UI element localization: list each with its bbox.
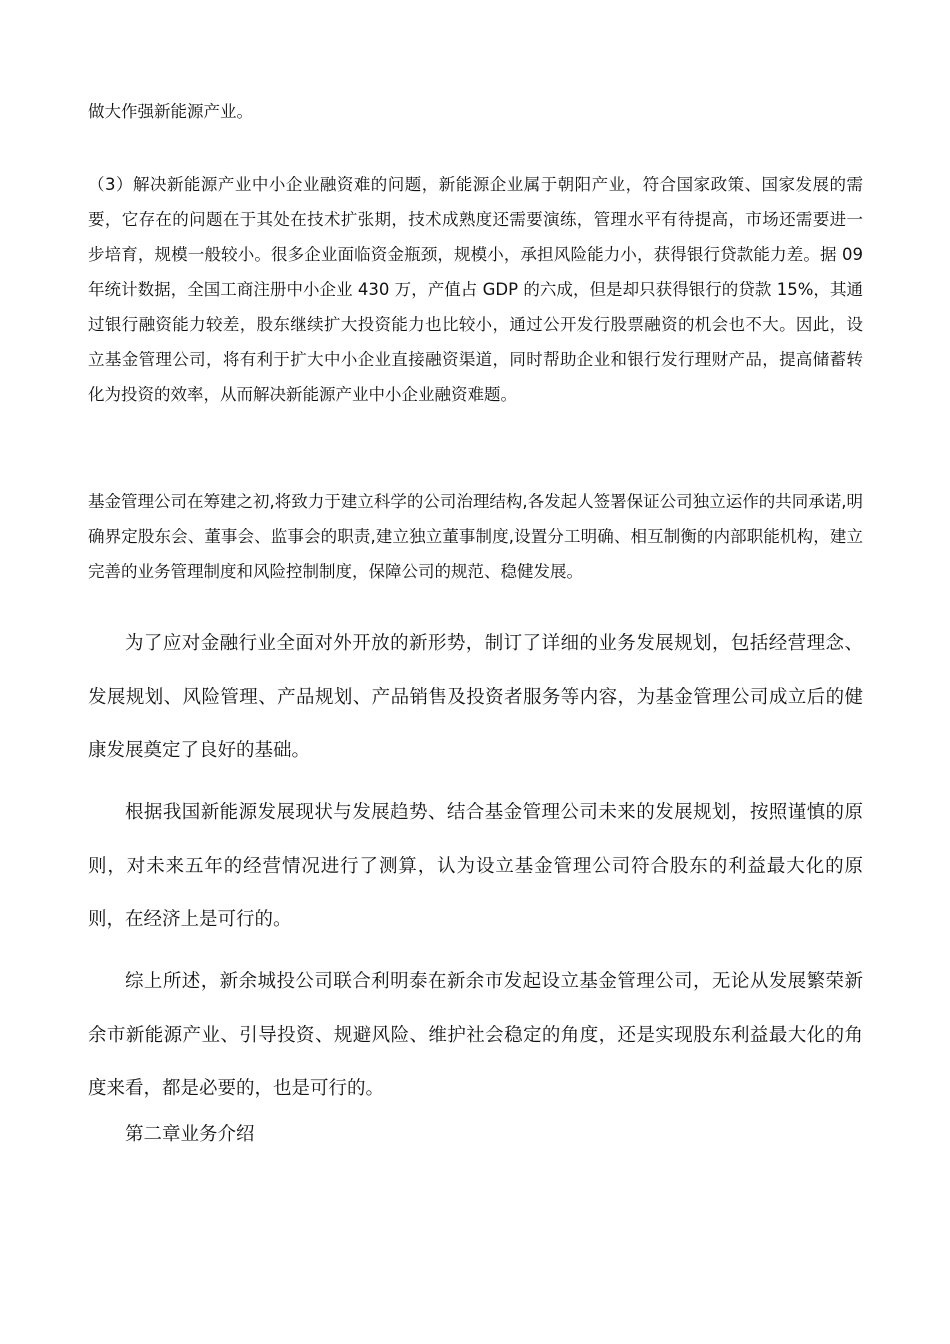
chapter-heading: 第二章业务介绍 (125, 1124, 255, 1145)
paragraph-governance: 基金管理公司在筹建之初,将致力于建立科学的公司治理结构,各发起人签署保证公司独立运作的共同承诺,明确界定股东会、董事会、监事会的职责,建立独立董事制度,设置分工明确、相互制衡的内部职能机构，建立完善的业务管理制度和风险控制制度，保障公司的规范、稳健发展。 (88, 492, 863, 581)
paragraph-conclusion: 综上所述，新余城投公司联合利明泰在新余市发起设立基金管理公司，无论从发展繁荣新余市新能源产业、引导投资、规避风险、维护社会稳定的角度，还是实现股东利益最大化的角度来看，都是必要的，也是可行的。 (88, 971, 863, 1099)
paragraph-business-plan: 为了应对金融行业全面对外开放的新形势，制订了详细的业务发展规划，包括经营理念、发展规划、风险管理、产品规划、产品销售及投资者服务等内容，为基金管理公司成立后的健康发展奠定了良好的基础。 (88, 633, 863, 761)
paragraph-feasibility: 根据我国新能源发展现状与发展趋势、结合基金管理公司未来的发展规划，按照谨慎的原则，对未来五年的经营情况进行了测算，认为设立基金管理公司符合股东的利益最大化的原则，在经济上是可行的。 (88, 802, 863, 930)
paragraph-continuation: 做大作强新能源产业。 (88, 102, 253, 121)
paragraph-financing-problem: （3）解决新能源产业中小企业融资难的问题，新能源企业属于朝阳产业，符合国家政策、国家发展的需要，它存在的问题在于其处在技术扩张期，技术成熟度还需要演练，管理水平有待提高，市场还需要进一步培育，规模一般较小。很多企业面临资金瓶颈，规模小，承担风险能力小，获得银行贷款能力差。据 09 年统计数据，全国工商注册中小企业 430 万，产值占 GDP 的六成，但是却只获得银行的贷款 15%，其通过银行融资能力较差，股东继续扩大投资能力也比较小，通过公开发行股票融资的机会也不大。因此，设立基金管理公司，将有利于扩大中小企业直接融资渠道，同时帮助企业和银行发行理财产品，提高储蓄转化为投资的效率，从而解决新能源产业中小企业融资难题。 (88, 175, 863, 404)
